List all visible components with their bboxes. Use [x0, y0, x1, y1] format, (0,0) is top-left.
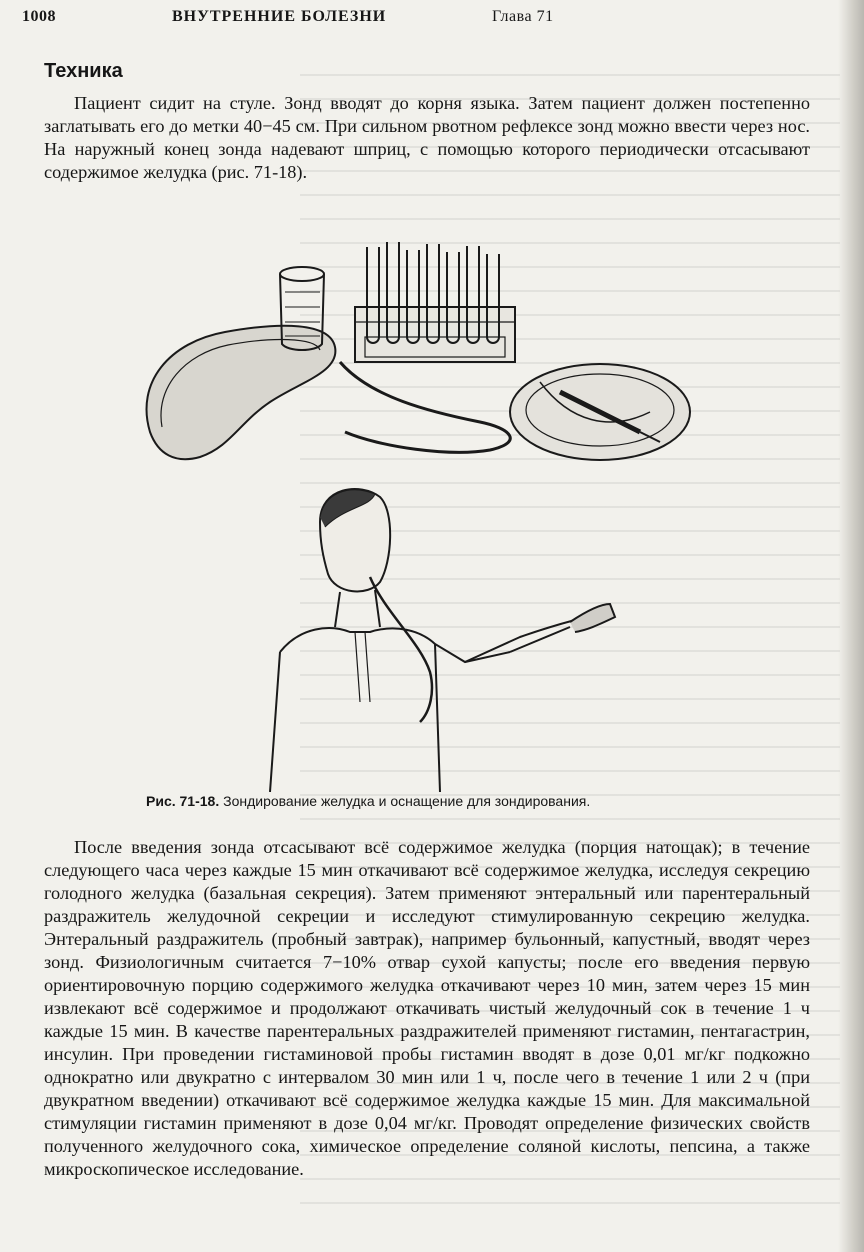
figure-caption: [146, 793, 846, 809]
figure-caption-text: Зондирование желудка и оснащение для зондирования.: [223, 793, 591, 809]
running-header: [22, 8, 832, 32]
page-edge-shadow: [838, 0, 864, 1252]
probe-tube-drawing: [340, 362, 510, 452]
page-number: 1008: [22, 8, 56, 25]
probe-in-mouth-drawing: [370, 577, 432, 722]
figure-label: Рис. 71-18.: [146, 793, 220, 809]
gastric-probing-illustration: [130, 232, 740, 792]
kidney-dish-drawing: [147, 326, 336, 459]
section-title: Техника: [44, 60, 123, 82]
patient-figure-drawing: [270, 489, 615, 792]
test-tube-rack-drawing: [355, 242, 515, 362]
main-paragraph: После введения зонда отсасывают всё содержимое желудка (порция натощак); в течение следующего часа через каждые 15 мин откачивают всё содержимое желудка, исследуя секрецию голодного желудка (базальная секреция). Затем применяют энтеральный или парентеральный раздражитель желудочной секреции и исследуют стимулированную секрецию желудка. Энтеральный раздражитель (пробный завтрак), например бульонный, капустный, вводят через зонд. Физиологичным считается 7−10% отвар сухой капусты; после его введения первую ориентировочную порцию содержимого желудка откачивают через 10 мин, затем через 15 мин извлекают всё содержимое и продолжают откачивать чистый желудочный сок в течение 1 ч каждые 15 мин. В качестве парентеральных раздражителей применяют гистамин, пентагастрин, инсулин. При проведении гистаминовой пробы гистамин вводят в дозе 0,01 мг/кг подкожно однократно или двукратно с интервалом 30 мин или 1 ч, после чего в течение 1 или 2 ч (при двукратном введении) откачивают всё содержимое желудка каждые 15 мин. Для максимальной стимуляции гистамин применяют в дозе 0,04 мг/кг. Проводят определение физических свойств полученного желудочного сока, химическое определение соляной кислоты, пепсина, а также микроскопическое исследование.: [44, 837, 810, 1179]
intro-paragraph: Пациент сидит на стуле. Зонд вводят до корня языка. Затем пациент должен постепенно заглатывать его до метки 40−45 см. При сильном рвотном рефлексе зонд можно ввести через нос. На наружный конец зонда надевают шприц, с помощью которого периодически отсасывают содержимое желудка (рис. 71-18).: [44, 93, 810, 182]
tray-with-syringe-drawing: [510, 364, 690, 460]
chapter-label: Глава 71: [492, 8, 554, 25]
book-title: ВНУТРЕННИЕ БОЛЕЗНИ: [172, 8, 387, 25]
